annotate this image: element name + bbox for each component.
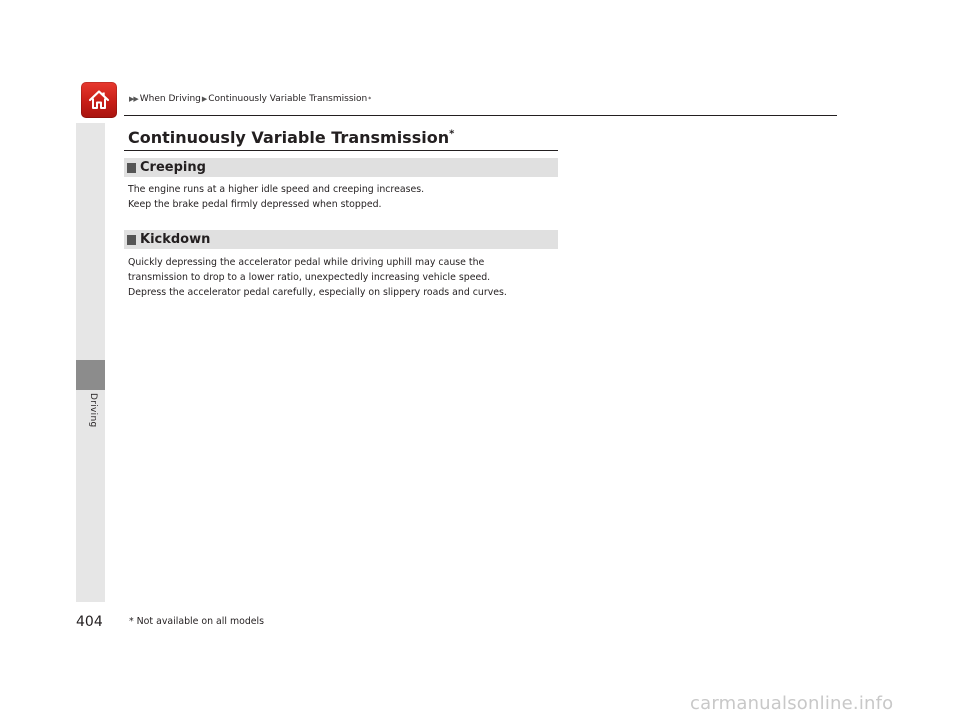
breadcrumb-current: Continuously Variable Transmission — [208, 94, 368, 104]
watermark: carmanualsonline.info — [690, 693, 894, 714]
section-heading-creeping — [124, 158, 558, 177]
page-title-text: Continuously Variable Transmission — [128, 128, 450, 147]
section-heading-label: Creeping — [140, 160, 206, 175]
title-footnote-mark: * — [449, 128, 455, 140]
square-bullet-icon — [127, 235, 136, 245]
footnote: * Not available on all models — [129, 616, 265, 627]
sidebar-tab-active[interactable] — [76, 360, 105, 390]
home-button[interactable] — [81, 82, 117, 118]
page-title — [128, 128, 454, 147]
body-line: Depress the accelerator pedal carefully, especially on slippery roads and curves. — [128, 287, 507, 298]
body-line: The engine runs at a higher idle speed and creeping increases. — [128, 184, 425, 195]
sidebar-tab — [76, 123, 105, 360]
page-number: 404 — [76, 614, 103, 630]
section-body-kickdown — [128, 255, 507, 300]
breadcrumb — [129, 94, 371, 104]
home-icon — [87, 88, 111, 112]
section-body-creeping — [128, 182, 424, 212]
sidebar-section-label: Driving — [88, 393, 98, 428]
body-line: transmission to drop to a lower ratio, unexpectedly increasing vehicle speed. — [128, 272, 491, 283]
breadcrumb-arrow-icon: ▶▶ — [129, 95, 138, 103]
title-divider — [124, 150, 558, 151]
breadcrumb-footnote-mark: * — [368, 95, 372, 103]
section-heading-kickdown — [124, 230, 558, 249]
header-divider — [124, 115, 837, 116]
body-line: Quickly depressing the accelerator pedal while driving uphill may cause the — [128, 257, 485, 268]
square-bullet-icon — [127, 163, 136, 173]
body-line: Keep the brake pedal firmly depressed when stopped. — [128, 199, 382, 210]
breadcrumb-separator-icon: ▶ — [201, 95, 207, 103]
breadcrumb-link-when-driving[interactable]: When Driving — [139, 94, 201, 104]
section-heading-label: Kickdown — [140, 232, 211, 247]
